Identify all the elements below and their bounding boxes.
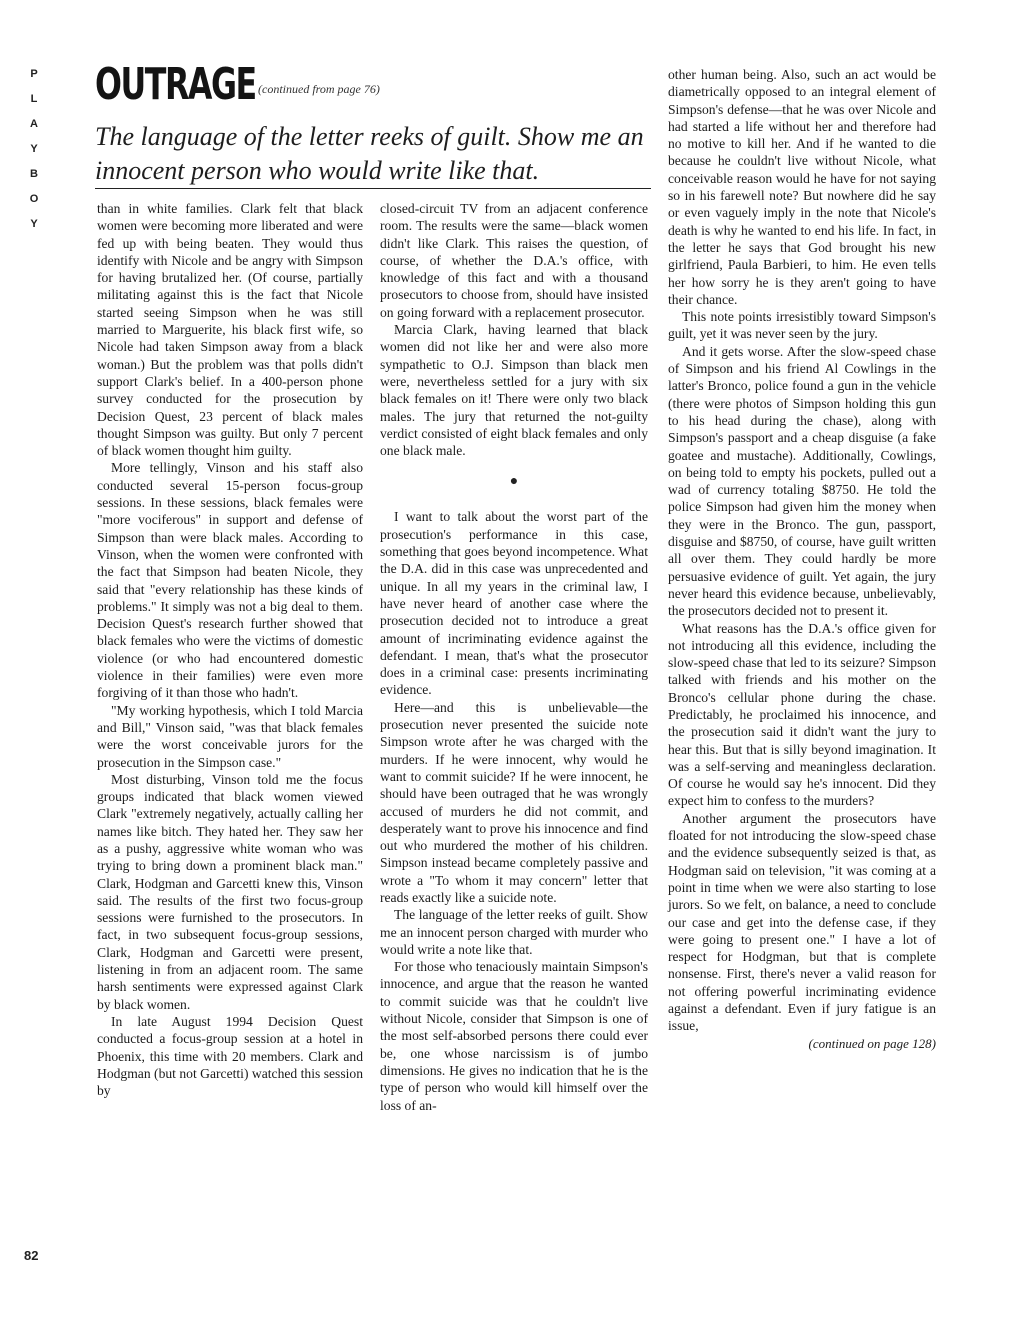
spine-letter: Y <box>30 218 38 230</box>
spine-letter: B <box>30 168 38 180</box>
article-column-3 <box>668 66 936 1052</box>
body-paragraph: What reasons has the D.A.'s office given for not introducing all this evidence, including the slow-speed chase that led to its seizure? Simpson talked with friends and his mother on the Bronco's cellular phone during the chase. Predictably, he proclaimed his innocence, and the prosecution said it didn't want the jury to hear this. But that is silly beyond imagination. It was a self-serving and meaningless declaration. Of course he would say he's innocent. Did they expect him to confess to the murders? <box>668 620 936 809</box>
spine-letter: P <box>30 68 38 80</box>
page-number: 82 <box>24 1248 39 1263</box>
body-paragraph: For those who tenaciously maintain Simpson's innocence, and argue that the reason he wanted to commit suicide was that he couldn't live without Nicole, consider that Simpson is one of the most self-absorbed persons there could ever be, one whose narcissism is of jumbo dimensions. He gives no indication that he is the type of person who would kill himself over the loss of an- <box>380 959 648 1113</box>
body-paragraph: other human being. Also, such an act would be diametrically opposed to an integral element of Simpson's defense—that he was over Nicole and had started a life without her and therefore had no motive to kill her. And if he wanted to die because he couldn't live without Nicole, what conceivable reason would he have for not saying so in his farewell note? But nowhere did he say or even vaguely imply in the note that Nicole's death is why he wanted to end his life. In fact, in the letter he says that God brought his new girlfriend, Paula Barbieri, to him. He even tells her how sorry he is they aren't going to have their chance. <box>668 67 936 307</box>
body-paragraph: than in white families. Clark felt that black women were becoming more liberated and were fed up with being beaten. They would thus identify with Nicole and be angry with Simpson for having brutalized her. (Of course, partially militating against this is the fact that Nicole started seeing Simpson when he was still married to Marguerite, his black first wife, so Nicole had taken Simpson away from a black woman.) But the problem was that polls didn't support Clark's belief. In a 400-person phone survey conducted for the prosecution by Decision Quest, 23 percent of black males thought Simpson was guilty. But only 7 percent of black women thought him guilty. <box>97 201 363 459</box>
body-paragraph: More tellingly, Vinson and his staff also conducted several 15-person focus-group sessions. In these sessions, black females were "more vociferous" in support and defense of Simpson than were black males. According to Vinson, when the women were confronted with the fact that Simpson had beaten Nicole, they said that "every relationship has these kinds of problems." It simply was not a big deal to them. Decision Quest's research further showed that black females who were the victims of domestic violence (or who had encountered domestic violence in their families) were even more forgiving of it than those who hadn't. <box>97 460 363 701</box>
body-paragraph: I want to talk about the worst part of the prosecution's performance in this case, something that goes beyond incompetence. What the D.A. did in this case was unprecedented and unique. In all my years in the criminal law, I have never heard of another case where the prosecution decided not to introduce a great amount of incriminating evidence against the defendant. I mean, that's what the prosecutor does in a criminal case: presents incriminating evidence. <box>380 509 648 698</box>
spine-letter: L <box>30 93 38 105</box>
article-column-2 <box>380 200 648 1114</box>
pull-quote: The language of the letter reeks of guilt. Show me an innocent person who would write like that. <box>95 122 644 185</box>
body-paragraph: "My working hypothesis, which I told Marcia and Bill," Vinson said, "was that black females were the worst conceivable jurors for the prosecution in the Simpson case." <box>97 702 363 770</box>
body-paragraph: This note points irresistibly toward Simpson's guilt, yet it was never seen by the jury. <box>668 309 936 342</box>
body-paragraph: Another argument the prosecutors have floated for not introducing the slow-speed chase and the evidence subsequently seized is that, as Hodgman said on television, "it was coming at a point in time when we were also starting to lose jurors. So we felt, on balance, a need to conclude our case and get into the defense case, if they were going to present one." I have a lot of respect for Hodgman, but that is complete nonsense. First, there's never a valid reason for not offering powerful incriminating evidence against a defendant. Even if jury fatigue is an issue, <box>668 810 936 1034</box>
spine-letter: A <box>30 118 38 130</box>
body-paragraph: Marcia Clark, having learned that black women did not like her and were also more sympathetic to O.J. Simpson than black men were, nevertheless settled for a jury with six black females on it! There were only two black males. The jury that returned the not-guilty verdict consisted of eight black females and only one black male. <box>380 322 648 459</box>
body-paragraph: The language of the letter reeks of guilt. Show me an innocent person charged with murder who would write a note like that. <box>380 907 648 957</box>
body-paragraph: Most disturbing, Vinson told me the focus groups indicated that black women viewed Clark "extremely negatively, actually calling her names like bitch. They hated her. They saw her as a pushy, aggressive white woman who was trying to bring down a prominent black man." Clark, Hodgman and Garcetti knew this, Vinson said. The results of the first two focus-group sessions were furnished to the prosecutors. In fact, in two subsequent focus-group sessions, Clark, Hodgman and Garcetti were present, listening in from an adjacent room. The same harsh sentiments were expressed against Clark by black women. <box>97 771 363 1012</box>
article-column-1 <box>97 200 363 1099</box>
magazine-spine-label <box>27 62 41 237</box>
spine-letter: O <box>29 193 39 205</box>
continued-on-note: (continued on page 128) <box>808 1035 936 1051</box>
section-title: OUTRAGE <box>95 59 256 110</box>
body-paragraph: closed-circuit TV from an adjacent conference room. The results were the same—black women didn't like Clark. This raises the question, of course, of whether the D.A.'s office, with knowledge of this fact and with a thousand prosecutors to choose from, should have insisted on going forward with a replacement prosecutor. <box>380 201 648 320</box>
section-break-bullet: ● <box>509 474 519 490</box>
continued-from-note: (continued from page 76) <box>258 82 380 96</box>
body-paragraph: Here—and this is unbelievable—the prosecution never presented the suicide note Simpson wrote after he was charged with the murders. If he were innocent, why would he want to commit suicide? If he were innocent, he should have been outraged that he was wrongly accused of murders he did not commit, and desperately want to prove his innocence and find out who murdered the mother of his children. Simpson instead became completely passive and wrote a "To whom it may concern" letter that reads exactly like a suicide note. <box>380 699 648 905</box>
article-header <box>95 59 651 185</box>
body-paragraph: In late August 1994 Decision Quest conducted a focus-group session at a hotel in Phoenix, this time with 20 members. Clark and Hodgman (but not Garcetti) watched this session by <box>97 1013 363 1099</box>
header-divider <box>95 188 651 189</box>
body-paragraph: And it gets worse. After the slow-speed chase of Simpson and his friend Al Cowlings in the latter's Bronco, police found a gun in the vehicle (there were photos of Simpson holding this gun to his head during the chase), along with Simpson's passport and a cheap disguise (a fake goatee and mustache). Additionally, Cowlings, on being told to empty his pockets, pulled out a wad of currency totaling $8750. He told the police Simpson had given him the money when they were in the Bronco. The gun, passport, disguise and $8750, of course, have guilt written all over them. They could hardly be more persuasive evidence of guilt. Yet again, the jury never heard this evidence because, unbelievably, the prosecutors decided not to present it. <box>668 343 936 619</box>
spine-letter: Y <box>30 143 38 155</box>
